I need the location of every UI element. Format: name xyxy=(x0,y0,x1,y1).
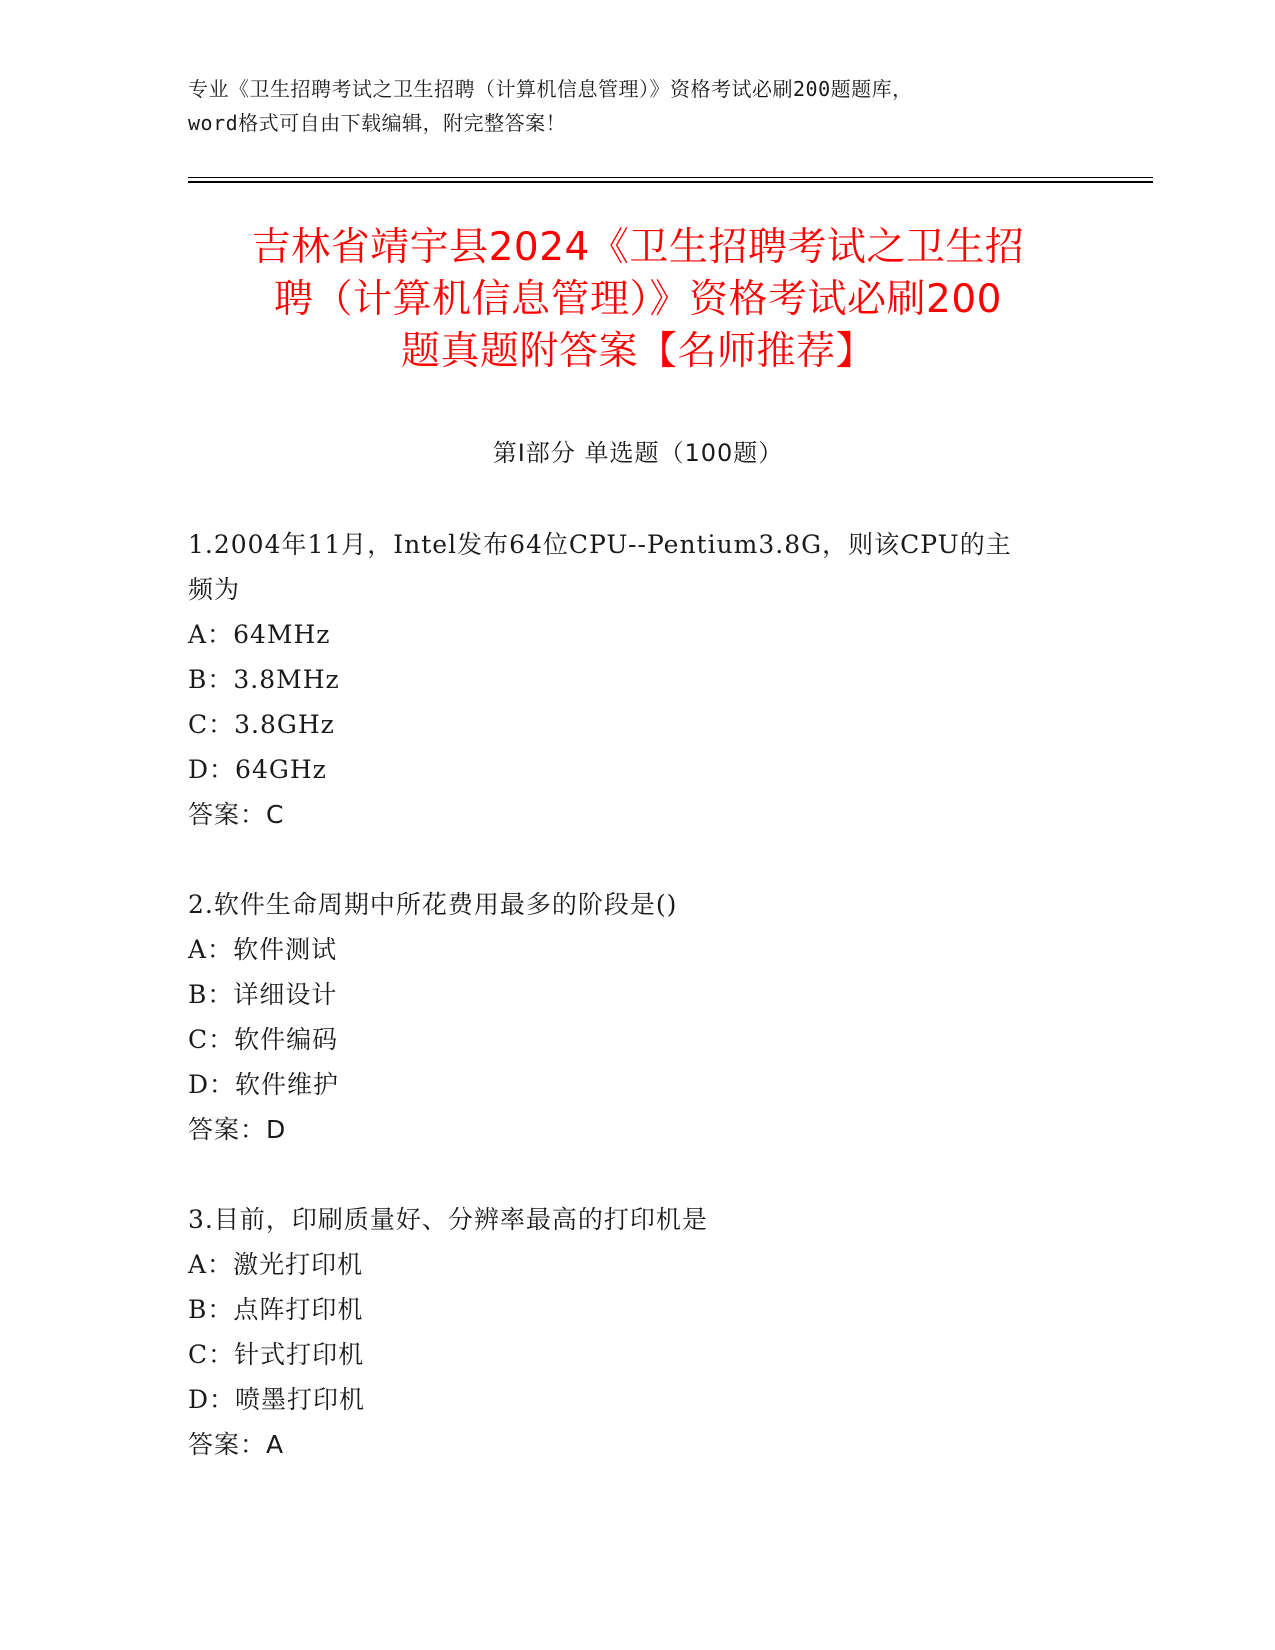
option-text: 3.8MHz xyxy=(233,665,340,694)
question-stem-line: 1.2004年11月，Intel发布64位CPU--Pentium3.8G，则该CPU的主 xyxy=(188,530,1012,559)
question-3 xyxy=(188,1197,1088,1467)
option-text: 点阵打印机 xyxy=(233,1295,364,1324)
option-letter: B： xyxy=(188,1295,234,1324)
question-2 xyxy=(188,882,1088,1152)
option-letter: C： xyxy=(188,1025,235,1054)
option-letter: A： xyxy=(188,620,234,649)
answer-line: 答案：A xyxy=(188,1430,285,1459)
answer-line: 答案：C xyxy=(188,800,285,829)
answer-line: 答案：D xyxy=(188,1115,287,1144)
option-b xyxy=(188,972,1088,1017)
option-text: 针式打印机 xyxy=(234,1340,365,1369)
header-rule-thick xyxy=(188,181,1153,183)
option-letter: C： xyxy=(188,1340,235,1369)
option-d xyxy=(188,1062,1088,1107)
title-line-1: 吉林省靖宇县2024《卫生招聘考试之卫生招 xyxy=(251,225,1025,270)
option-d xyxy=(188,747,1088,792)
header-rule-thin xyxy=(188,177,1153,178)
header-note-line-2: word格式可自由下载编辑，附完整答案！ xyxy=(188,111,567,135)
option-b xyxy=(188,657,1088,702)
option-letter: D： xyxy=(188,1385,236,1414)
option-text: 喷墨打印机 xyxy=(235,1385,366,1414)
option-text: 软件维护 xyxy=(235,1070,340,1099)
option-a xyxy=(188,612,1088,657)
question-stem-line: 2.软件生命周期中所花费用最多的阶段是() xyxy=(188,890,678,919)
header-note-line-1: 专业《卫生招聘考试之卫生招聘（计算机信息管理）》资格考试必刷200题题库， xyxy=(188,77,913,101)
option-letter: B： xyxy=(188,665,234,694)
option-c xyxy=(188,1332,1088,1377)
option-d xyxy=(188,1377,1088,1422)
option-text: 激光打印机 xyxy=(233,1250,364,1279)
document-title xyxy=(188,222,1088,378)
option-text: 软件测试 xyxy=(233,935,338,964)
option-text: 64MHz xyxy=(233,620,331,649)
option-c xyxy=(188,1017,1088,1062)
option-text: 3.8GHz xyxy=(234,710,335,739)
option-letter: D： xyxy=(188,755,236,784)
option-letter: A： xyxy=(188,1250,234,1279)
section-heading: 第Ⅰ部分 单选题（100题） xyxy=(492,439,784,467)
option-text: 64GHz xyxy=(235,755,327,784)
option-a xyxy=(188,1242,1088,1287)
option-letter: C： xyxy=(188,710,235,739)
header-note xyxy=(188,72,1088,140)
option-text: 详细设计 xyxy=(233,980,338,1009)
question-list xyxy=(188,522,1088,1512)
option-letter: D： xyxy=(188,1070,236,1099)
option-letter: B： xyxy=(188,980,234,1009)
title-line-2: 聘（计算机信息管理）》资格考试必刷200 xyxy=(274,277,1002,322)
question-stem-line: 频为 xyxy=(188,575,241,604)
title-line-3: 题真题附答案【名师推荐】 xyxy=(400,329,875,374)
question-1 xyxy=(188,522,1088,837)
question-stem-line: 3.目前，印刷质量好、分辨率最高的打印机是 xyxy=(188,1205,708,1234)
option-b xyxy=(188,1287,1088,1332)
option-letter: A： xyxy=(188,935,234,964)
option-text: 软件编码 xyxy=(234,1025,339,1054)
option-c xyxy=(188,702,1088,747)
option-a xyxy=(188,927,1088,972)
